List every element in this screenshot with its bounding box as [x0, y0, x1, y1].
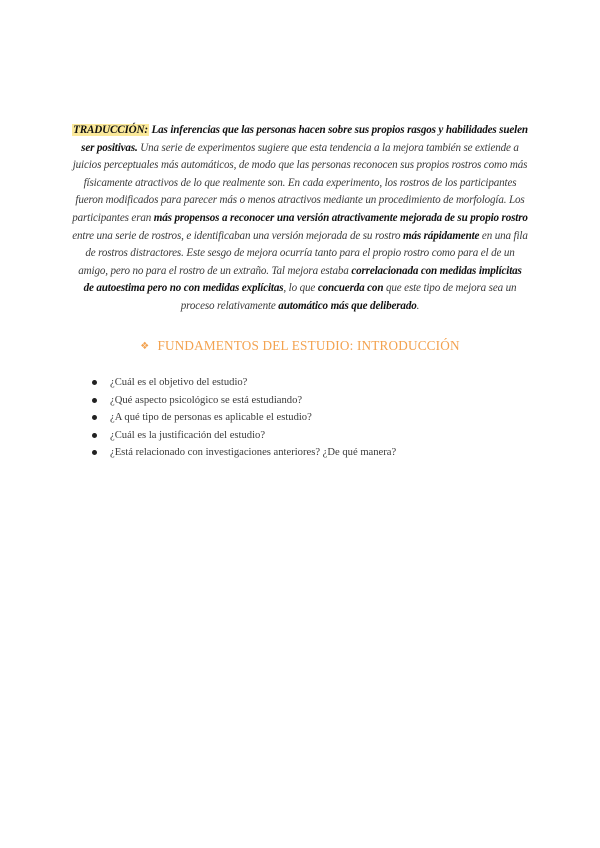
translation-emphasis: concuerda con — [317, 282, 384, 295]
translation-emphasis: correlacionada con medidas implícitas de autoestima pero no con medidas explícitas — [83, 264, 522, 295]
translation-text: entre una serie de rostros, e identificaban una versión mejorada de su rostro — [72, 229, 403, 242]
list-item — [92, 409, 552, 427]
translation-text: . — [416, 299, 420, 312]
section-title: FUNDAMENTOS DEL ESTUDIO: INTRODUCCIÓN — [157, 338, 460, 353]
question-text: ¿A qué tipo de personas es aplicable el estudio? — [110, 412, 312, 424]
list-item — [92, 444, 552, 462]
question-text: ¿Qué aspecto psicológico se está estudiando? — [110, 394, 303, 406]
translation-paragraph — [72, 122, 528, 316]
translation-text: en una fila de rostros distractores. Este sesgo de mejora ocurría tanto para el propio rostro como para el de un amigo, pero no para el rostro de un extraño. Tal mejora estaba — [78, 229, 528, 277]
translation-text: Una serie de experimentos sugiere que esta tendencia a la mejora también se extiende a juicios perceptuales más automáticos, de modo que las personas reconocen sus propios rostros como más físicamente atractivos de lo que realmente son. En cada experimento, los rostros de los participantes fueron modificados para parecer más o menos atractivos mediante un procedimiento de morfología. Los participantes eran — [72, 141, 528, 224]
bullet-icon — [92, 450, 97, 455]
list-item — [92, 374, 552, 392]
bullet-icon — [92, 415, 97, 420]
translation-label: TRADUCCIÓN: — [73, 124, 148, 136]
translation-text: , lo que — [283, 282, 318, 295]
bullet-icon — [92, 380, 97, 385]
question-text: ¿Cuál es el objetivo del estudio? — [110, 377, 248, 388]
question-list — [92, 374, 552, 462]
translation-emphasis: automático más que deliberado — [278, 299, 417, 312]
translation-emphasis: más rápidamente — [402, 229, 480, 242]
question-text: ¿Está relacionado con investigaciones anteriores? ¿De qué manera? — [110, 447, 397, 459]
question-text: ¿Cuál es la justificación del estudio? — [110, 429, 266, 441]
translation-text: que este tipo de mejora sea un proceso relativamente — [180, 282, 517, 312]
translation-emphasis: más propensos a reconocer una versión atractivamente mejorada de su propio rostro — [153, 211, 528, 224]
section-heading — [0, 338, 600, 354]
list-item — [92, 392, 552, 410]
translation-lead: Las inferencias que las personas hacen sobre sus propios rasgos y habilidades suelen ser positivas. — [81, 124, 528, 154]
bullet-icon — [92, 398, 97, 403]
list-item — [92, 427, 552, 445]
bullet-icon — [92, 433, 97, 438]
diamond-bullet-icon: ❖ — [140, 341, 150, 352]
